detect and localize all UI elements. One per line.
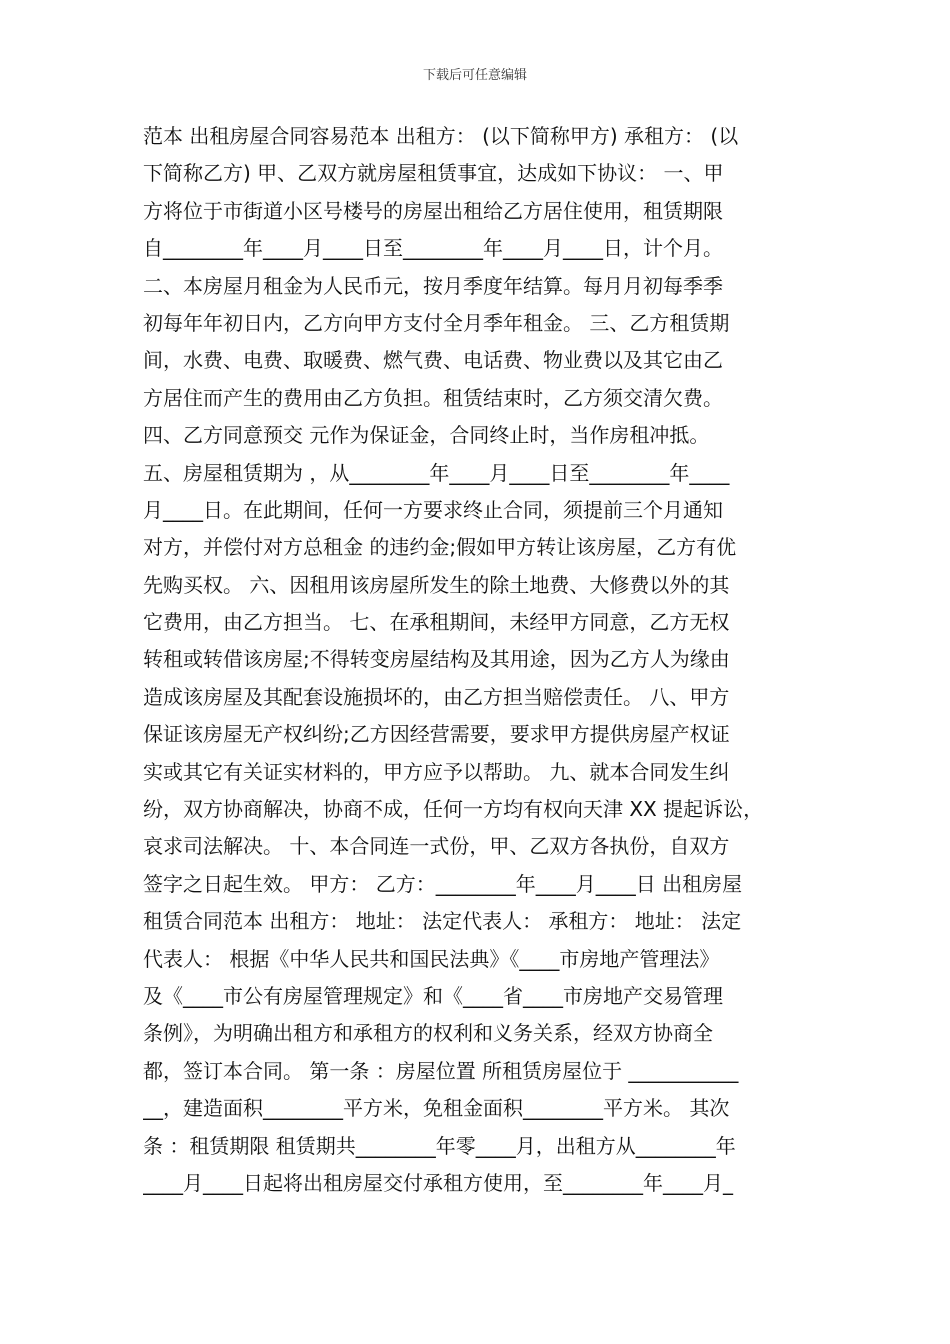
text-line: 自________年____月____日至________年____月____日，计个月。	[143, 236, 723, 261]
text-line: 间，水费、电费、取暖费、燃气费、电话费、物业费以及其它由乙	[143, 348, 723, 373]
text-line: 签字之日起生效。 甲方： 乙方：________年____月____日 出租房屋	[143, 871, 743, 896]
text-line: 代表人： 根据《中华人民共和国民法典》《____市房地产管理法》	[143, 946, 720, 971]
text-line: 租赁合同范本 出租方： 地址： 法定代表人： 承租方： 地址： 法定	[143, 909, 742, 934]
text-line: 条 ：租赁期限 租赁期共________年零____月，出租方从________年	[143, 1133, 736, 1158]
text-line: 都，签订本合同。 第一条 ：房屋位置 所租赁房屋位于 ___________	[143, 1058, 739, 1083]
text-line: __，建造面积________平方米，免租金面积________平方米。 其次	[143, 1096, 730, 1121]
text-line: 方将位于市街道小区号楼号的房屋出租给乙方居住使用，租赁期限	[143, 198, 723, 223]
text-line: 纷，双方协商解决，协商不成，任何一方均有权向天津 XX 提起诉讼，	[143, 797, 764, 822]
text-line: 范本 出租房屋合同容易范本 出租方： (以下简称甲方) 承租方： (以	[143, 124, 739, 148]
text-line: 先购买权。 六、因租用该房屋所发生的除土地费、大修费以外的其	[143, 572, 730, 597]
contract-body	[143, 118, 823, 1202]
text-line: 对方，并偿付对方总租金 的违约金;假如甲方转让该房屋，乙方有优	[143, 535, 737, 560]
page-header: 下载后可任意编辑	[422, 68, 527, 83]
text-line: 方居住而产生的费用由乙方负担。租赁结束时，乙方须交清欠费。	[143, 385, 723, 410]
text-line: 五、房屋租赁期为 ，从________年____月____日至________年____	[143, 460, 730, 485]
text-line: 四、乙方同意预交 元作为保证金，合同终止时，当作房租冲抵。	[143, 423, 710, 448]
text-line: 转租或转借该房屋;不得转变房屋结构及其用途，因为乙方人为缘由	[143, 647, 730, 672]
text-line: 及《____市公有房屋管理规定》和《____省____市房地产交易管理	[143, 983, 723, 1008]
text-line: ____月____日起将出租房屋交付承租方使用，至________年____月_	[143, 1170, 733, 1195]
text-line: 条例》，为明确出租方和承租方的权利和义务关系，经双方协商全	[143, 1021, 713, 1046]
text-line: 它费用，由乙方担当。 七、在承租期间，未经甲方同意，乙方无权	[143, 610, 730, 635]
text-line: 初每年年初日内，乙方向甲方支付全月季年租金。 三、乙方租赁期	[143, 310, 730, 335]
text-line: 实或其它有关证实材料的，甲方应予以帮助。 九、就本合同发生纠	[143, 759, 730, 784]
text-line: 下简称乙方) 甲、乙双方就房屋租赁事宜，达成如下协议： 一、甲	[143, 161, 724, 186]
text-line: 二、本房屋月租金为人民币元，按月季度年结算。每月月初每季季	[143, 273, 723, 298]
text-line: 保证该房屋无产权纠纷;乙方因经营需要，要求甲方提供房屋产权证	[143, 722, 730, 747]
text-line: 月____日。在此期间，任何一方要求终止合同，须提前三个月通知	[143, 497, 723, 522]
text-line: 造成该房屋及其配套设施损坏的，由乙方担当赔偿责任。 八、甲方	[143, 684, 730, 709]
text-line: 哀求司法解决。 十、本合同连一式份，甲、乙双方各执份，自双方	[143, 834, 730, 859]
